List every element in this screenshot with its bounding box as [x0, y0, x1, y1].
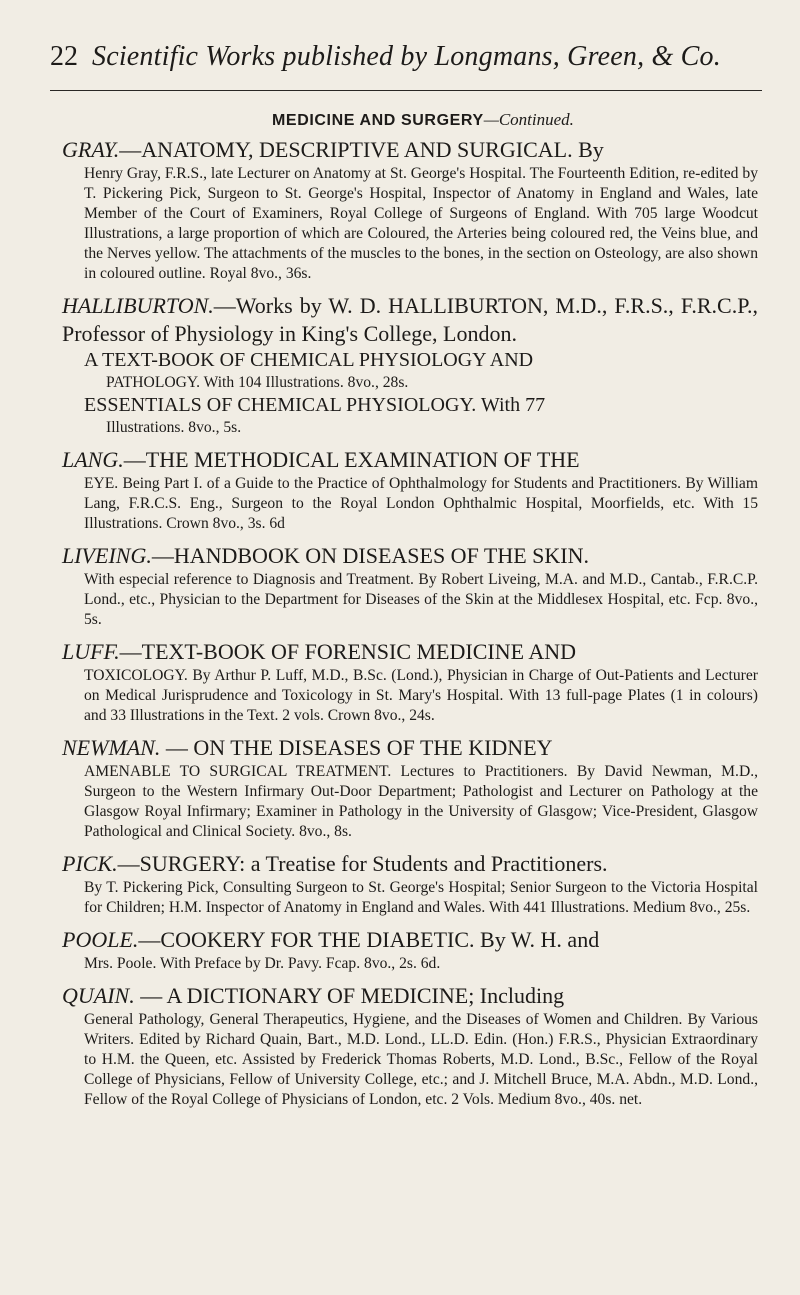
catalogue-entries [62, 136, 758, 1118]
page-number: 22 [50, 41, 78, 72]
entry-heading [62, 638, 758, 666]
entry-quain [62, 982, 758, 1110]
section-title: MEDICINE AND SURGERY [272, 112, 484, 129]
entry-description: With especial reference to Diagnosis and Treatment. By Robert Liveing, M.A. and M.D., Cantab., F.R.C.P. Lond., etc., Physician to the Department for Diseases of the Skin at the Middlesex Hospital, etc. Fcp. 8vo., 5s. [84, 571, 758, 628]
entry-description: TOXICOLOGY. By Arthur P. Luff, M.D., B.Sc. (Lond.), Physician in Charge of Out-Patients and Lecturer on Medical Jurisprudence and Toxicology in St. Mary's Hospital. With 13 full-page Plates (1 in colours) and 33 Illustrations in the Text. 2 vols. Crown 8vo., 24s. [84, 667, 758, 724]
entry-poole [62, 926, 758, 974]
entry-author: LUFF. [62, 639, 120, 664]
entry-heading [62, 446, 758, 474]
sub-entry [84, 348, 758, 393]
sub-entry [84, 393, 758, 438]
sub-entry-title: ESSENTIALS OF CHEMICAL PHYSIOLOGY. With 77 [84, 394, 546, 416]
entry-title: —COOKERY FOR THE DIABETIC. By W. H. and [138, 927, 600, 952]
entry-author: POOLE. [62, 927, 139, 952]
entry-title: —SURGERY: a Treatise for Students and Practitioners. [117, 851, 608, 876]
entry-author: NEWMAN. [62, 735, 161, 760]
entry-title: —HANDBOOK ON DISEASES OF THE SKIN. [151, 543, 590, 568]
sub-entry-description: Illustrations. 8vo., 5s. [106, 419, 242, 436]
entry-author: LANG. [62, 447, 124, 472]
entry-author: LIVEING. [62, 543, 152, 568]
entry-description: Mrs. Poole. With Preface by Dr. Pavy. Fcap. 8vo., 2s. 6d. [84, 955, 441, 972]
entry-title: — A DICTIONARY OF MEDICINE; Including [134, 983, 565, 1008]
entry-heading [62, 136, 758, 164]
entry-liveing [62, 542, 758, 630]
entry-luff [62, 638, 758, 726]
entry-pick [62, 850, 758, 918]
sub-entry-description: PATHOLOGY. With 104 Illustrations. 8vo., 28s. [106, 374, 409, 391]
entry-description: General Pathology, General Therapeutics, Hygiene, and the Diseases of Women and Children. By Various Writers. Edited by Richard Quain, Bart., M.D. Lond., LL.D. Edin. (Hon.) F.R.S., Physician Extraordinary to H.M. the Queen, etc. Assisted by Frederick Thomas Roberts, M.D. Lond., B.Sc., Fellow of the Royal College of Physicians, Fellow of University College, etc.; and J. Mitchell Bruce, M.A. Abdn., M.D. Lond., Fellow of the Royal College of Physicians of London, etc. 2 Vols. Medium 8vo., 40s. net. [84, 1011, 758, 1108]
entry-author: GRAY. [62, 137, 120, 162]
entry-heading [62, 850, 758, 878]
entry-description: Henry Gray, F.R.S., late Lecturer on Anatomy at St. George's Hospital. The Fourteenth Edition, re-edited by T. Pickering Pick, Surgeon to St. George's Hospital, Inspector of Anatomy in England and Wales, late Member of the Court of Examiners, Royal College of Surgeons of England. With 705 large Woodcut Illustrations, a large proportion of which are Coloured, the Arteries being coloured red, the Veins blue, and the Nerves yellow. The attachments of the muscles to the bones, in the section on Osteology, are also shown in coloured outline. Royal 8vo., 36s. [84, 165, 758, 282]
sub-entry-title: A TEXT-BOOK OF CHEMICAL PHYSIOLOGY AND [84, 349, 534, 371]
entry-title: — ON THE DISEASES OF THE KIDNEY [160, 735, 553, 760]
page-header [50, 40, 760, 74]
section-continued: —Continued. [483, 110, 574, 129]
entry-description: By T. Pickering Pick, Consulting Surgeon to St. George's Hospital; Senior Surgeon to the Victoria Hospital for Children; H.M. Inspector of Anatomy in England and Wales. With 441 Illustrations. Medium 8vo., 25s. [84, 879, 758, 916]
entry-heading [62, 292, 758, 348]
entry-heading [62, 542, 758, 570]
entry-gray [62, 136, 758, 284]
entry-newman [62, 734, 758, 842]
entry-author: PICK. [62, 851, 118, 876]
entry-lang [62, 446, 758, 534]
entry-title: —TEXT-BOOK OF FORENSIC MEDICINE AND [119, 639, 576, 664]
entry-author: HALLIBURTON. [62, 293, 214, 318]
entry-title: —ANATOMY, DESCRIPTIVE AND SURGICAL. By [119, 137, 604, 162]
entry-heading [62, 734, 758, 762]
running-title: Scientific Works published by Longmans, Green, & Co. [92, 41, 721, 72]
entry-title: —Works by W. D. HALLIBURTON, M.D., F.R.S., F.R.C.P., Professor of Physiology in King's College, London. [62, 293, 758, 346]
entry-halliburton [62, 292, 758, 438]
entry-author: QUAIN. [62, 983, 135, 1008]
entry-title: —THE METHODICAL EXAMINATION OF THE [123, 447, 580, 472]
entry-description: AMENABLE TO SURGICAL TREATMENT. Lectures to Practitioners. By David Newman, M.D., Surgeon to the Western Infirmary Out-Door Department; Pathologist and Lecturer on Pathology at the Glasgow Royal Infirmary; Examiner in Pathology in the University of Glasgow; Vice-President, Glasgow Pathological and Clinical Society. 8vo., 8s. [84, 763, 758, 840]
entry-description: EYE. Being Part I. of a Guide to the Practice of Ophthalmology for Students and Practitioners. By William Lang, F.R.C.S. Eng., Surgeon to the Royal London Ophthalmic Hospital, Moorfields, etc. With 15 Illustrations. Crown 8vo., 3s. 6d [84, 475, 758, 532]
entry-heading [62, 982, 758, 1010]
entry-heading [62, 926, 758, 954]
section-heading [272, 110, 574, 130]
header-rule [50, 90, 762, 91]
